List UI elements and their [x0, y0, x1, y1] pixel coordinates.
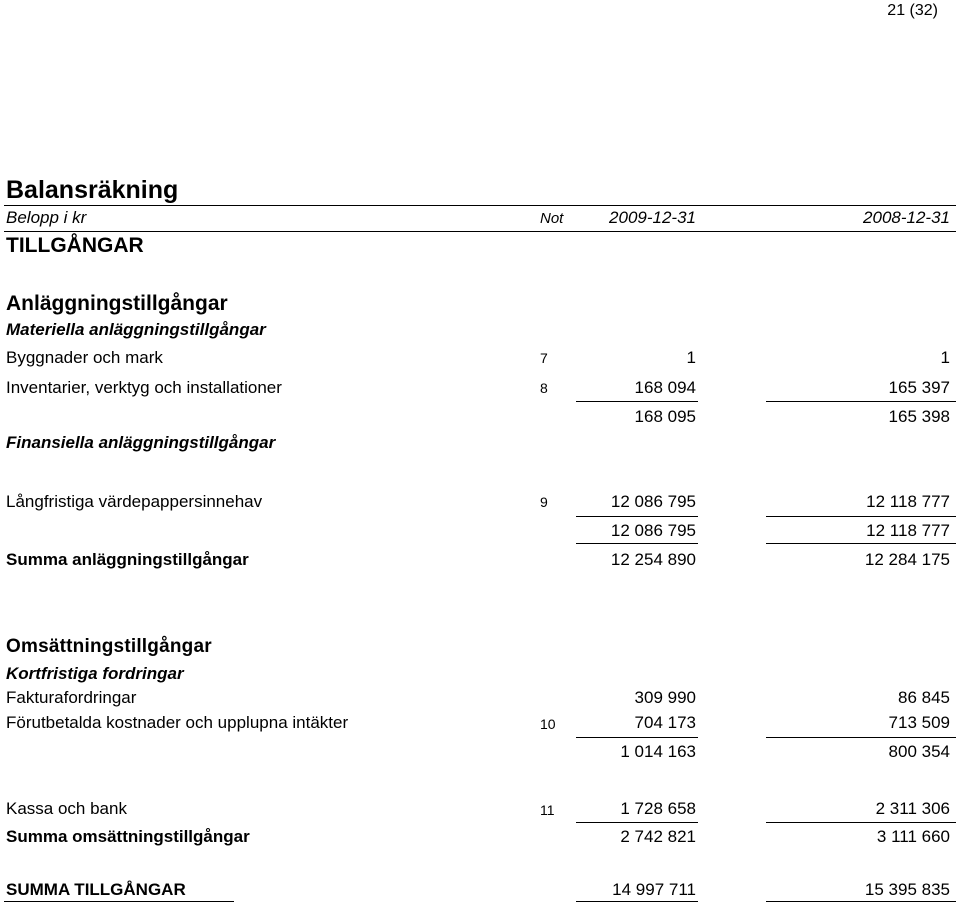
grand-total-label: SUMMA TILLGÅNGAR [6, 880, 186, 899]
fixed-total-2008: 12 284 175 [864, 550, 950, 569]
row-value-2008: 2 311 306 [875, 799, 950, 818]
total-rule-2008 [766, 822, 956, 823]
column-header-2008: 2008-12-31 [863, 208, 950, 227]
row-value-2008: 12 118 777 [866, 492, 950, 511]
tangible-sum-2009: 168 095 [634, 407, 696, 426]
current-assets-heading: Omsättningstillgångar [6, 636, 212, 657]
page-number: 21 (32) [887, 2, 938, 19]
row-value-2008: 1 [940, 348, 950, 367]
note-column-header: Not [540, 210, 564, 227]
row-value-2009: 1 728 658 [620, 799, 696, 818]
tangible-sum-2008: 165 398 [888, 407, 950, 426]
row-note: 8 [540, 380, 548, 396]
row-label: Fakturafordringar [6, 688, 137, 707]
total-rule-2008 [766, 543, 956, 544]
fixed-total-label: Summa anläggningstillgångar [6, 550, 249, 569]
subtotal-rule-2008 [766, 516, 956, 517]
receivables-sum-2008: 800 354 [888, 742, 950, 761]
receivables-sum-2009: 1 014 163 [620, 742, 696, 761]
row-label: Förutbetalda kostnader och upplupna intäkter [6, 713, 349, 732]
row-label: Inventarier, verktyg och installationer [6, 378, 282, 397]
row-note: 7 [540, 350, 548, 366]
row-value-2008: 86 845 [898, 688, 950, 707]
grand-total-rule-label [4, 901, 234, 902]
total-rule-2009 [576, 543, 698, 544]
title-rule [4, 205, 956, 206]
row-note: 10 [540, 716, 556, 732]
current-total-2008: 3 111 660 [876, 827, 950, 846]
grand-total-rule-2009 [576, 901, 698, 902]
page-title: Balansräkning [6, 176, 179, 204]
current-total-label: Summa omsättningstillgångar [6, 827, 250, 846]
total-rule-2009 [576, 822, 698, 823]
subtotal-rule-2008 [766, 401, 956, 402]
grand-total-2008: 15 395 835 [864, 880, 950, 899]
financial-sum-2009: 12 086 795 [610, 521, 696, 540]
row-note: 11 [540, 802, 555, 818]
fixed-total-2009: 12 254 890 [610, 550, 696, 569]
subtotal-rule-2009 [576, 401, 698, 402]
row-value-2008: 713 509 [888, 713, 950, 732]
row-label: Byggnader och mark [6, 348, 163, 367]
row-value-2008: 165 397 [888, 378, 950, 397]
receivables-heading: Kortfristiga fordringar [6, 664, 184, 683]
row-note: 9 [540, 494, 548, 510]
subtotal-rule-2009 [576, 737, 698, 738]
row-label: Kassa och bank [6, 799, 127, 818]
row-label: Långfristiga värdepappersinnehav [6, 492, 263, 511]
column-header-2009: 2009-12-31 [609, 208, 696, 227]
financial-assets-heading: Finansiella anläggningstillgångar [6, 433, 276, 452]
subtotal-rule-2009 [576, 516, 698, 517]
fixed-assets-heading: Anläggningstillgångar [6, 292, 228, 315]
assets-heading: TILLGÅNGAR [6, 234, 144, 257]
financial-sum-2008: 12 118 777 [866, 521, 950, 540]
currency-label: Belopp i kr [6, 208, 87, 227]
current-total-2009: 2 742 821 [620, 827, 696, 846]
row-value-2009: 309 990 [634, 688, 696, 707]
row-value-2009: 704 173 [634, 713, 696, 732]
row-value-2009: 12 086 795 [610, 492, 696, 511]
row-value-2009: 168 094 [634, 378, 696, 397]
grand-total-2009: 14 997 711 [612, 880, 696, 899]
grand-total-rule-2008 [766, 901, 956, 902]
header-rule [4, 231, 956, 232]
subtotal-rule-2008 [766, 737, 956, 738]
tangible-assets-heading: Materiella anläggningstillgångar [6, 320, 266, 339]
row-value-2009: 1 [686, 348, 696, 367]
